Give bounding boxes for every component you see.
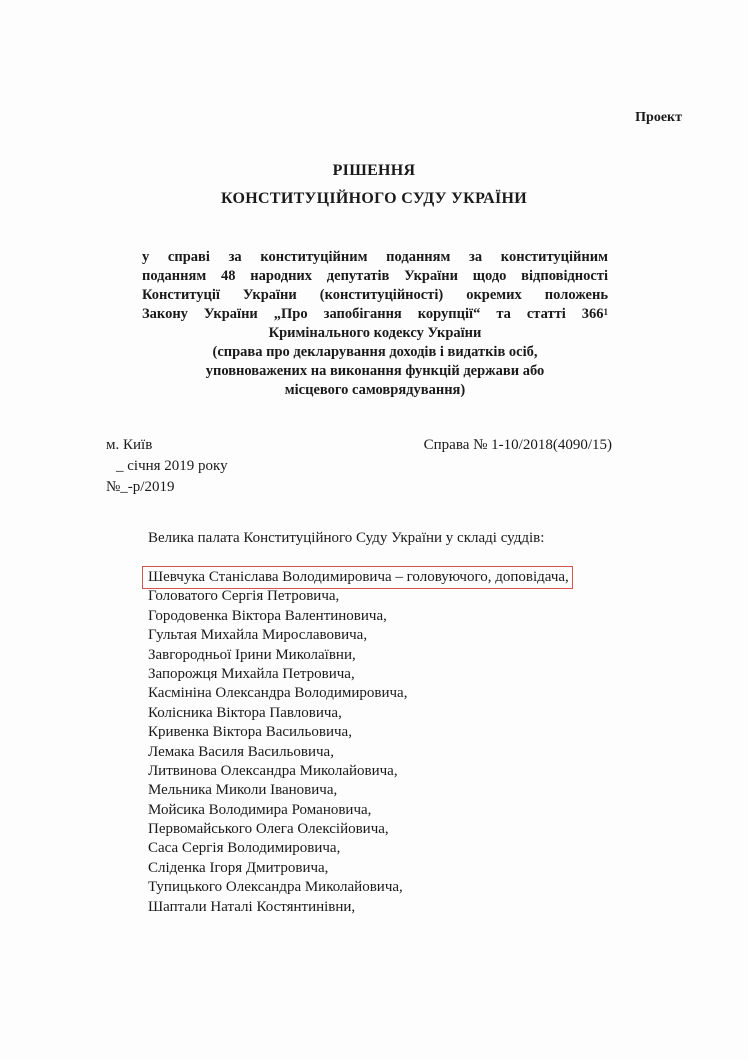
subject-line: Кримінального кодексу України xyxy=(268,325,482,341)
decision-number: №_-р/2019 xyxy=(106,479,175,495)
judge-list-item: Запорожця Михайла Петровича, xyxy=(148,665,355,682)
judge-list-item: Завгородньої Ірини Миколаївни, xyxy=(148,646,356,663)
judge-list-item: Головатого Сергія Петровича, xyxy=(148,588,340,605)
chamber-intro: Велика палата Конституційного Суду України у складі суддів: xyxy=(148,530,545,546)
judges-list xyxy=(148,568,571,917)
place-date-block xyxy=(106,435,228,498)
judge-list-item: Первомайського Олега Олексійовича, xyxy=(148,821,389,838)
court-name: КОНСТИТУЦІЙНОГО СУДУ УКРАЇНИ xyxy=(221,190,527,207)
judge-presiding: Шевчука Станіслава Володимировича – головуючого, доповідача, xyxy=(144,568,571,587)
subject-line: (справа про декларування доходів і видатків осіб, xyxy=(212,344,538,360)
judge-list-item: Тупицького Олександра Миколайовича, xyxy=(148,879,403,896)
judge-list-item: Шаптали Наталі Костянтинівни, xyxy=(148,898,356,915)
judge-list-item: Кривенка Віктора Васильовича, xyxy=(148,724,352,741)
judge-list-item: Гультая Михайла Мирославовича, xyxy=(148,627,368,644)
judge-list-item: Сліденка Ігоря Дмитровича, xyxy=(148,859,329,876)
judge-list-item: Касмініна Олександра Володимировича, xyxy=(148,685,408,702)
judge-list-item: Колісника Віктора Павловича, xyxy=(148,704,342,721)
subject-line-text: Закону України „Про запобігання корупції“ та статті 366 xyxy=(142,306,604,322)
judge-list-item: Мойсика Володимира Романовича, xyxy=(148,801,372,818)
judge-list-item: Лемака Василя Васильовича, xyxy=(148,743,334,760)
decision-date: _ січня 2019 року xyxy=(116,458,228,474)
document-title: РІШЕННЯ xyxy=(332,162,416,179)
judge-list-item: Городовенка Віктора Валентиновича, xyxy=(148,607,387,624)
subject-line: місцевого самоврядування) xyxy=(284,382,466,398)
subject-line: поданням 48 народних депутатів України щодо відповідності xyxy=(142,268,608,284)
judge-list-item: Мельника Миколи Івановича, xyxy=(148,782,338,799)
subject-line: у справі за конституційним поданням за конституційним xyxy=(142,249,608,265)
draft-label: Проект xyxy=(635,110,682,125)
subject-line: Конституції України (конституційності) окремих положень xyxy=(142,287,608,303)
case-subject xyxy=(142,248,608,400)
place: м. Київ xyxy=(106,437,153,453)
judge-list-item: Литвинова Олександра Миколайовича, xyxy=(148,762,398,779)
judge-list-item: Саса Сергія Володимировича, xyxy=(148,840,341,857)
case-number: Справа № 1-10/2018(4090/15) xyxy=(423,437,612,453)
article-superscript: 1 xyxy=(603,307,608,317)
subject-line: уповноважених на виконання функцій держави або xyxy=(205,363,545,379)
subject-line-law xyxy=(142,305,608,324)
